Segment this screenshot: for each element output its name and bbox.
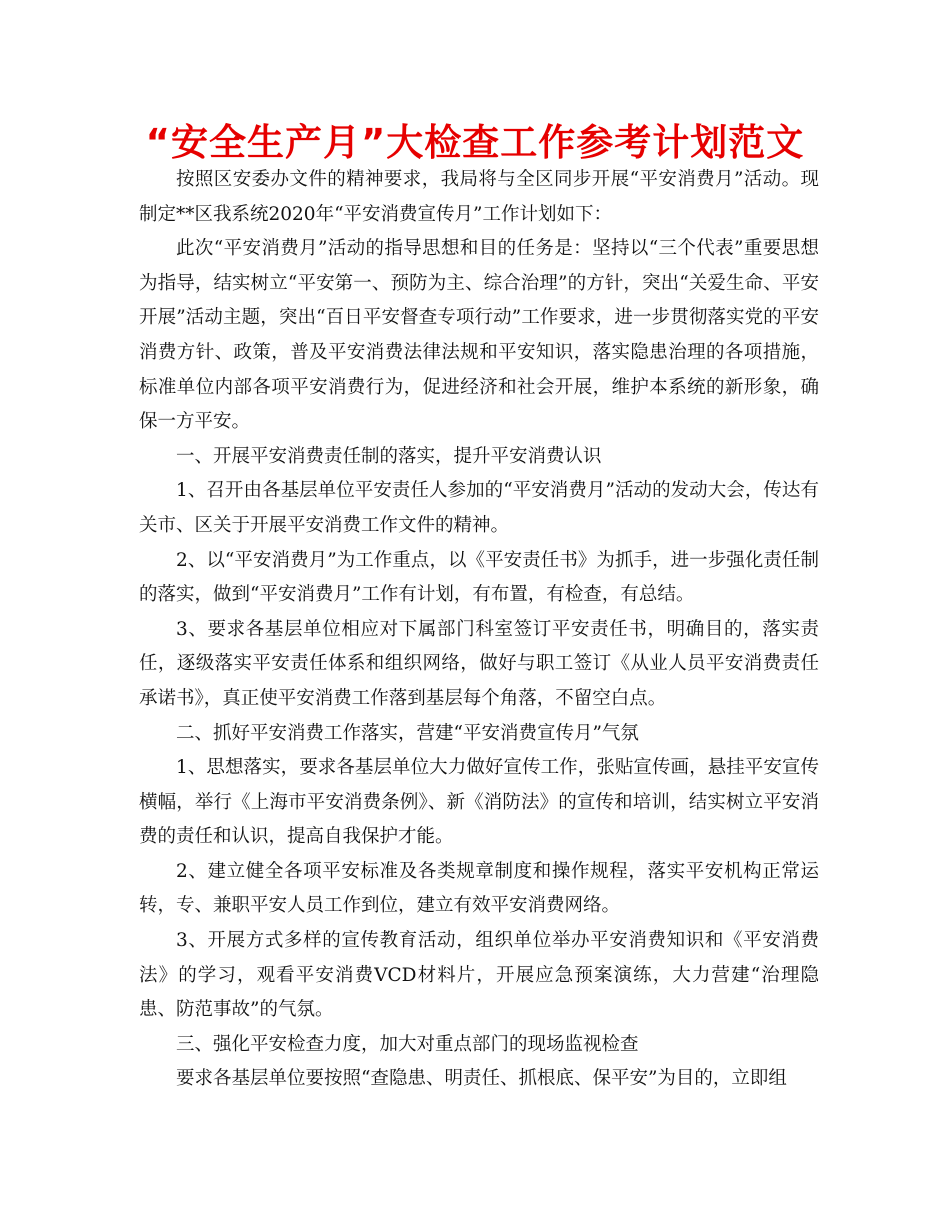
document-title: “安全生产月”大检查工作参考计划范文 [145,121,805,164]
paragraph-1-2: 2、以“平安消费月”为工作重点，以《平安责任书》为抓手，进一步强化责任制的落实，做到“平安消费月”工作有计划，有布置，有检查，有总结。 [139,549,819,606]
paragraph-2-3: 3、开展方式多样的宣传教育活动，组织单位举办平安消费知识和《平安消费法》的学习，观看平安消费VCD材料片，开展应急预案演练，大力营建“治理隐患、防范事故”的气氛。 [139,930,819,1021]
section-heading-2: 二、抓好平安消费工作落实，营建“平安消费宣传月”气氛 [176,722,639,744]
paragraph-2-2: 2、建立健全各项平安标准及各类规章制度和操作规程，落实平安机构正常运转，专、兼职平安人员工作到位，建立有效平安消费网络。 [139,860,819,917]
document-body [139,163,819,1097]
section-heading-3: 三、强化平安检查力度，加大对重点部门的现场监视检查 [176,1033,639,1055]
paragraph-intro: 按照区安委办文件的精神要求，我局将与全区同步开展“平安消费月”活动。现制定**区我系统2020年“平安消费宣传月”工作计划如下： [139,169,819,225]
paragraph-1-3: 3、要求各基层单位相应对下属部门科室签订平安责任书，明确目的，落实责任，逐级落实平安责任体系和组织网络，做好与职工签订《从业人员平安消费责任承诺书》，真正使平安消费工作落到基层每个角落，不留空白点。 [139,618,819,709]
paragraph-2-1: 1、思想落实，要求各基层单位大力做好宣传工作，张贴宣传画，悬挂平安宣传横幅，举行《上海市平安消费条例》、新《消防法》的宣传和培训，结实树立平安消费的责任和认识，提高自我保护才能。 [139,757,819,848]
section-heading-1: 一、开展平安消费责任制的落实，提升平安消费认识 [176,445,602,467]
paragraph-guiding-ideology: 此次“平安消费月”活动的指导思想和目的任务是：坚持以“三个代表”重要思想为指导，结实树立“平安第一、预防为主、综合治理”的方针，突出“关爱生命、平安开展”活动主题，突出“百日平安督查专项行动”工作要求，进一步贯彻落实党的平安消费方针、政策，普及平安消费法律法规和平安知识，落实隐患治理的各项措施，标准单位内部各项平安消费行为，促进经济和社会开展，维护本系统的新形象，确保一方平安。 [139,238,819,433]
paragraph-3-1: 要求各基层单位要按照“查隐患、明责任、抓根底、保平安”为目的，立即组 [176,1068,787,1090]
paragraph-1-1: 1、召开由各基层单位平安责任人参加的“平安消费月”活动的发动大会，传达有关市、区关于开展平安消费工作文件的精神。 [139,480,819,536]
